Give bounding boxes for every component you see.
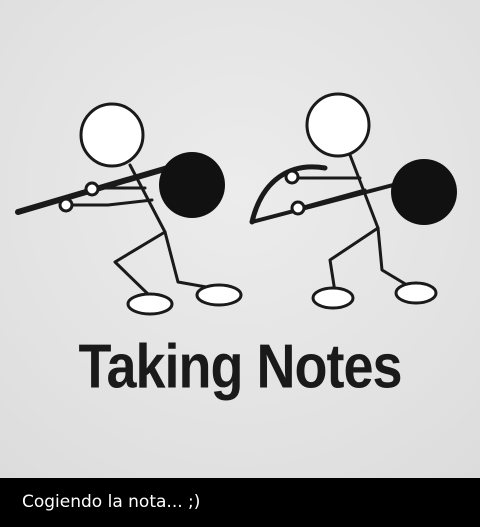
image-title: Taking Notes: [78, 332, 402, 402]
left-figure-head: [81, 104, 143, 166]
caption-text: Cogiendo la nota... ;): [22, 492, 201, 512]
caption-bar: [0, 478, 480, 527]
right-note-icon: [391, 159, 457, 225]
left-note-icon: [159, 152, 225, 218]
right-figure-head: [307, 94, 369, 156]
